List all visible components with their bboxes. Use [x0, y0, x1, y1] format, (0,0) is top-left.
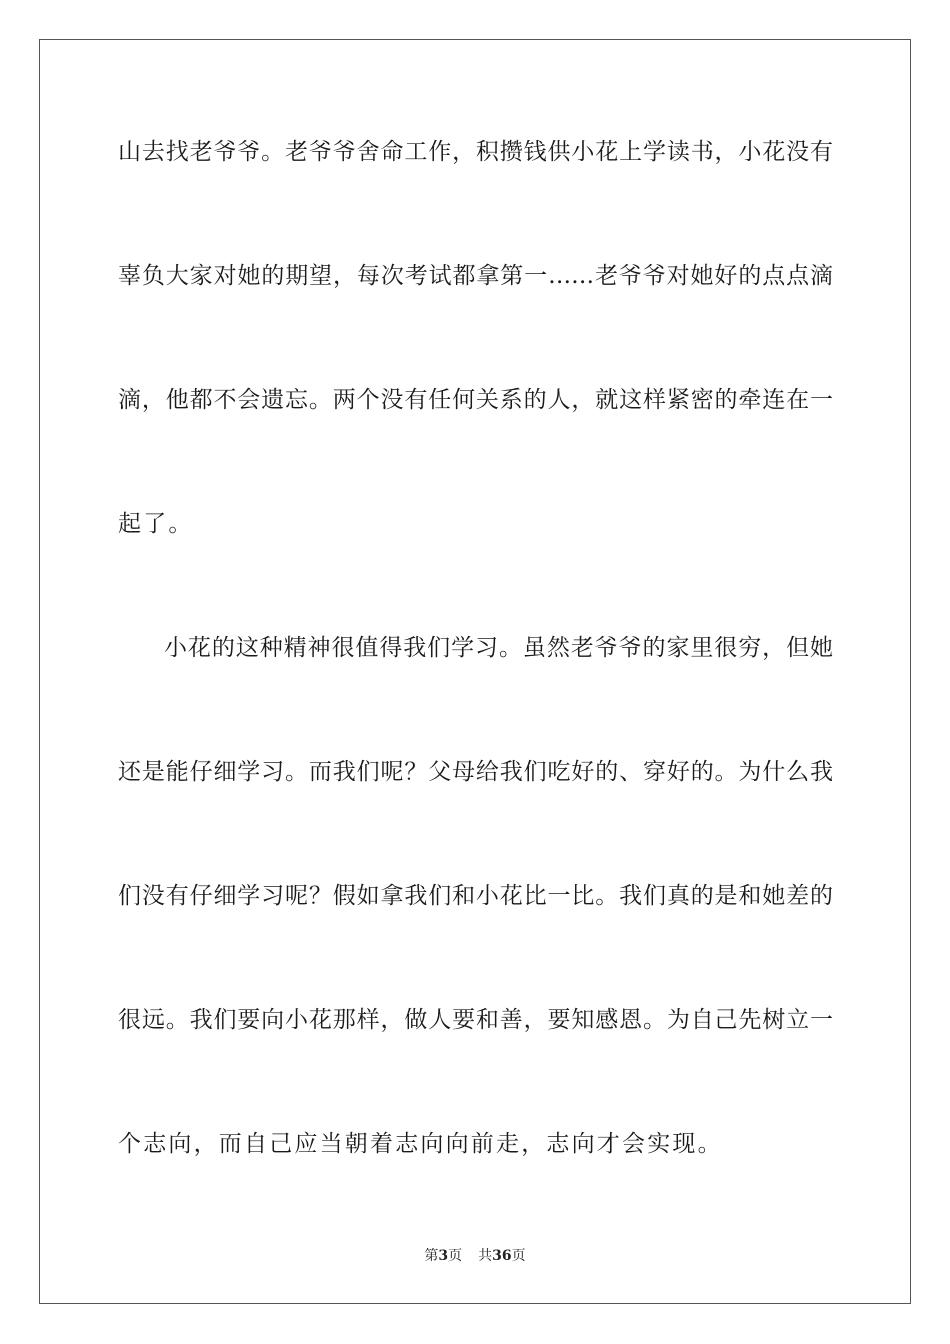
- total-prefix: 共: [478, 1248, 493, 1264]
- text-line-2: 辜负大家对她的期望，每次考试都拿第一……老爷爷对她好的点点滴: [118, 263, 833, 289]
- page-border: [39, 39, 911, 1304]
- text-line-8: 很远。我们要向小花那样，做人要和善，要知感恩。为自己先树立一: [118, 1007, 833, 1033]
- text-line-4: 起了。: [118, 511, 194, 537]
- page-suffix: 页: [448, 1248, 463, 1264]
- page-number: 3: [438, 1248, 449, 1264]
- text-line-6: 还是能仔细学习。而我们呢？父母给我们吃好的、穿好的。为什么我: [118, 759, 833, 785]
- total-pages: 36: [492, 1248, 512, 1264]
- page-footer: [0, 1247, 950, 1265]
- total-suffix: 页: [511, 1248, 526, 1264]
- page-prefix: 第: [424, 1248, 439, 1264]
- text-line-9: 个志向，而自己应当朝着志向向前走，志向才会实现。: [118, 1131, 723, 1157]
- text-line-7: 们没有仔细学习呢？假如拿我们和小花比一比。我们真的是和她差的: [118, 883, 833, 909]
- text-line-1: 山去找老爷爷。老爷爷舍命工作，积攒钱供小花上学读书，小花没有: [118, 139, 833, 165]
- text-line-5: 小花的这种精神很值得我们学习。虽然老爷爷的家里很穷，但她: [164, 635, 833, 661]
- text-line-3: 滴，他都不会遗忘。两个没有任何关系的人，就这样紧密的牵连在一: [118, 387, 833, 413]
